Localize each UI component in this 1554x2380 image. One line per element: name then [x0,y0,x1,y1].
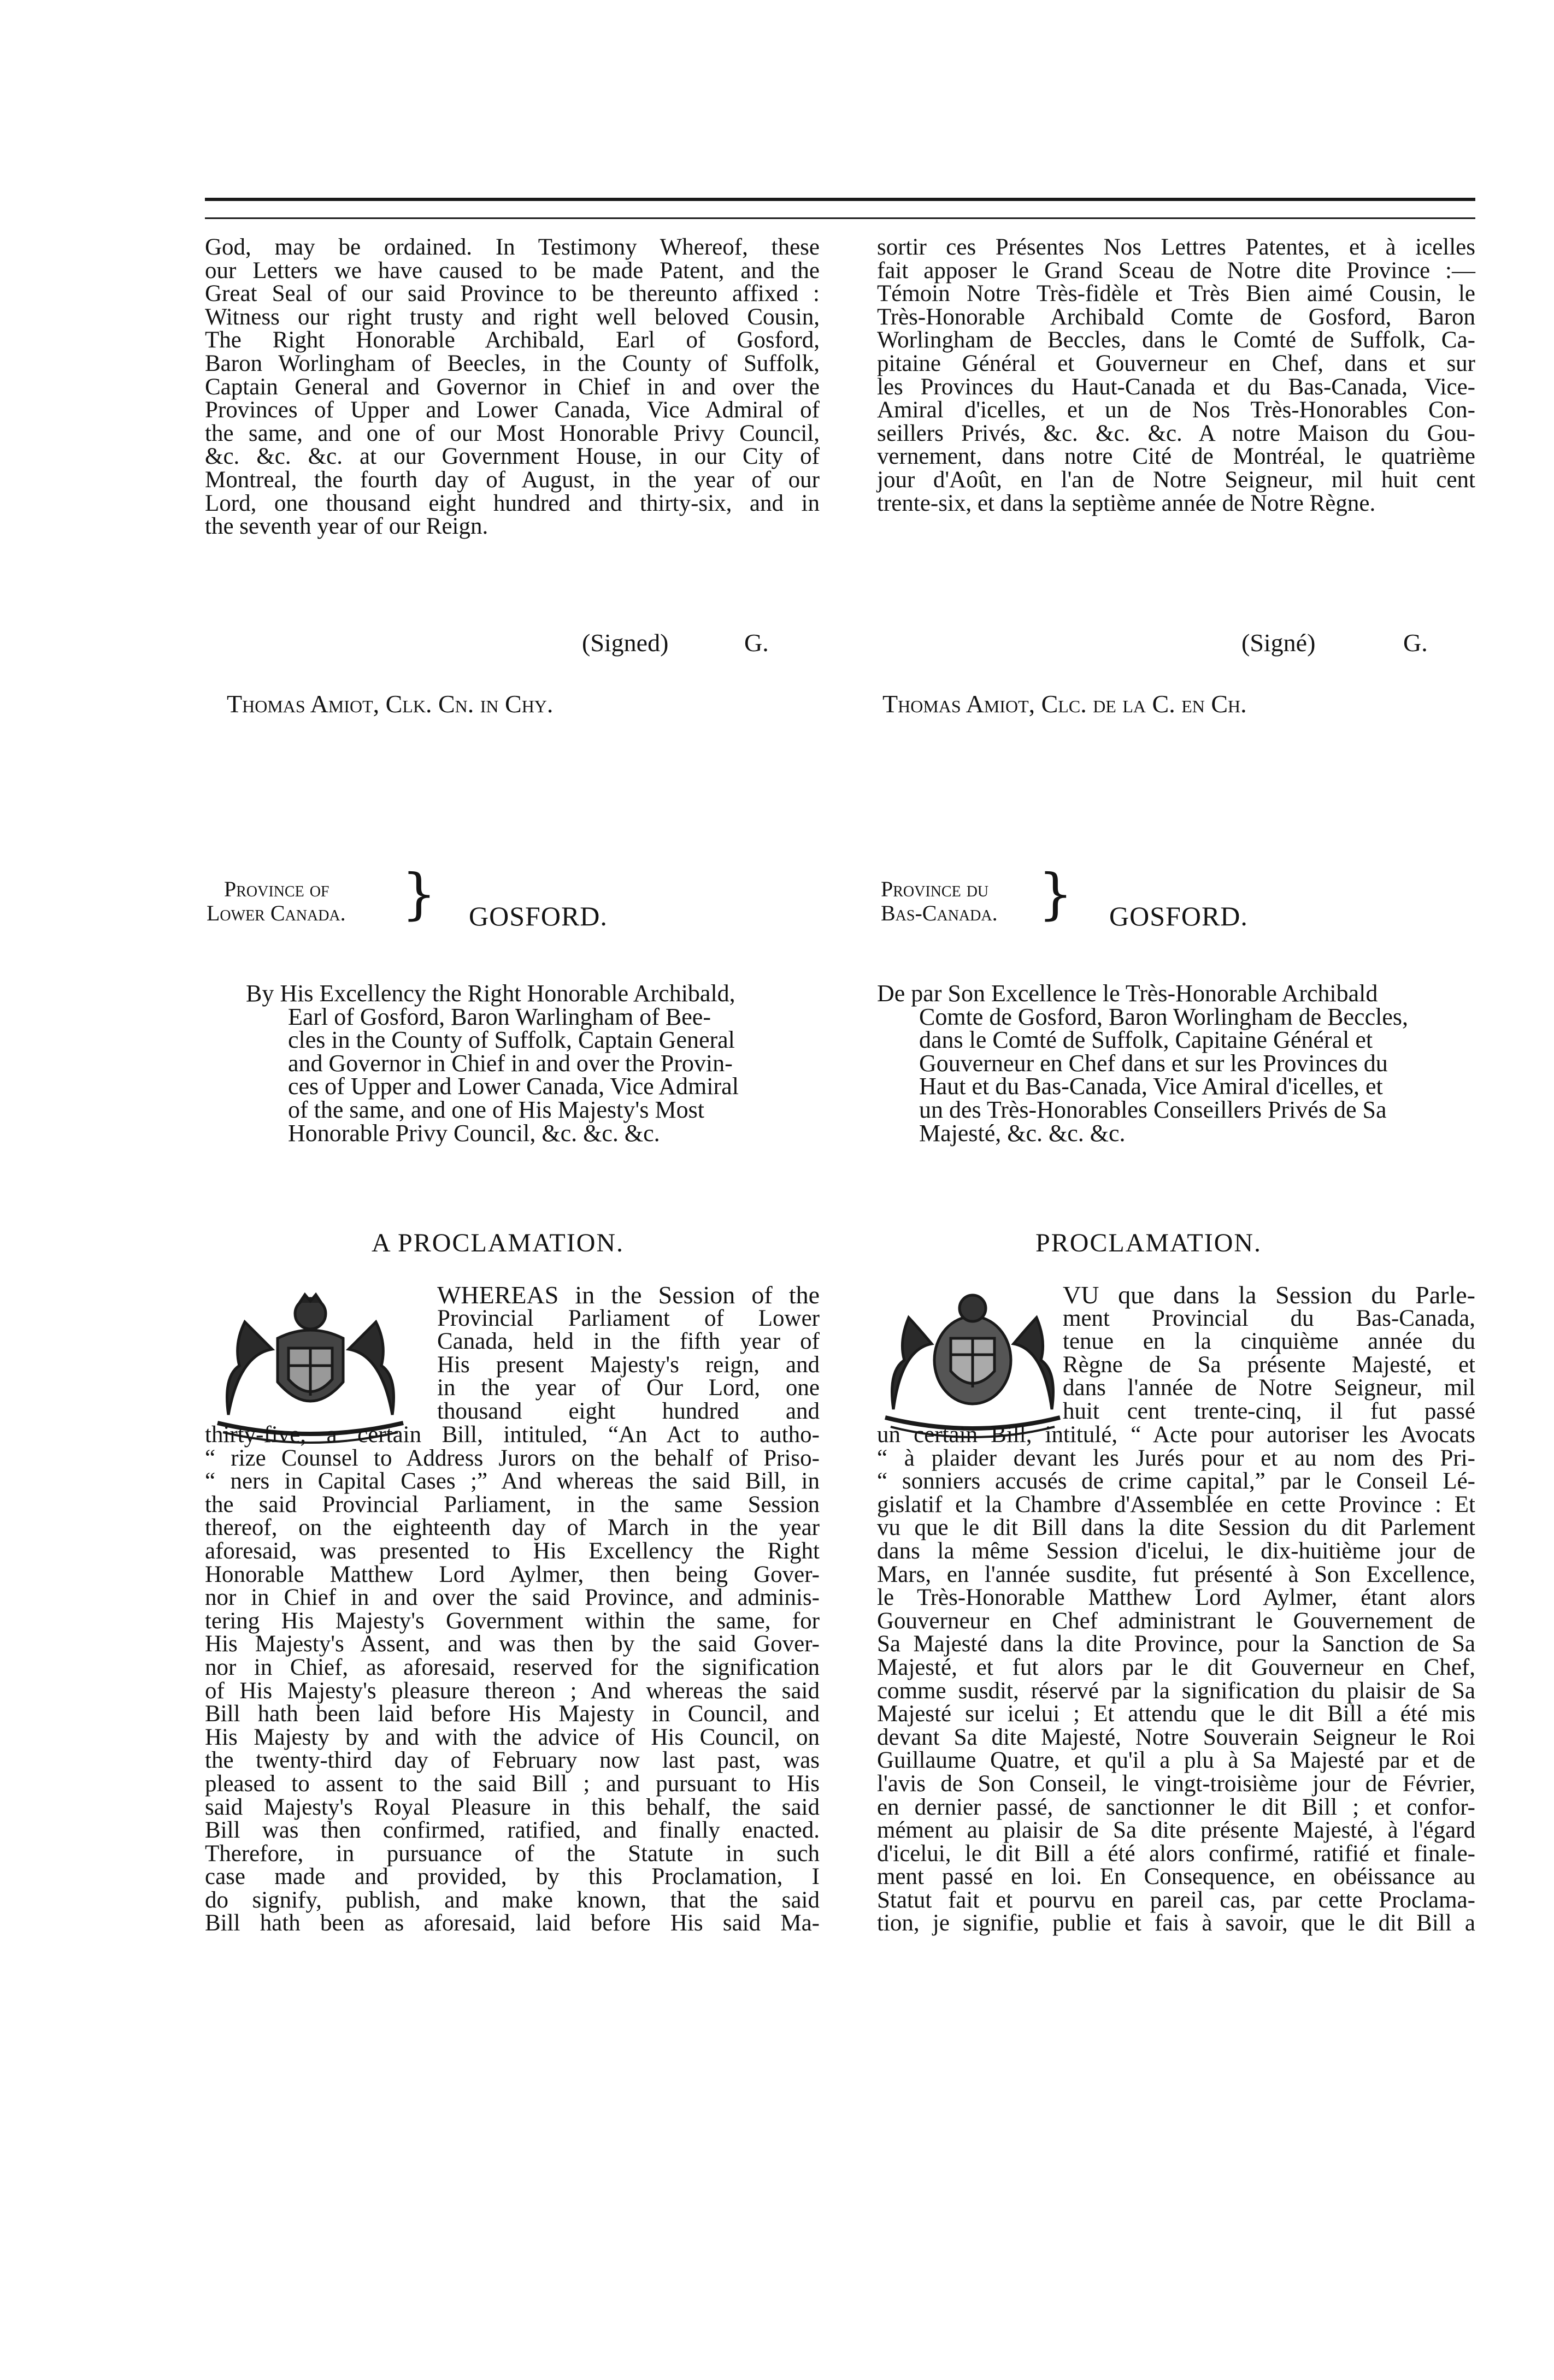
fr-body-line: “ à plaider devant les Jurés pour et au nom des Pri- [877,1445,1475,1471]
fr-body-line: Majesté, et fut alors par le dit Gouverneur en Chef, [877,1654,1475,1680]
en-intro-line: Canada, held in the fifth year of [437,1328,820,1355]
fr-body-line: en dernier passé, de sanctionner le dit Bill ; et confor- [877,1794,1475,1820]
en-body-line: said Majesty's Royal Pleasure in this behalf, the said [205,1794,820,1820]
fr-body-line: Mars, en l'année susdite, fut présenté à Son Excellence, [877,1561,1475,1587]
fr-body-line: Majesté sur icelui ; Et attendu que le dit Bill a été mis [877,1701,1475,1727]
en-opening-line: Lord, one thousand eight hundred and thirty-six, and in [205,490,820,516]
fr-excellency-block [877,982,1475,1145]
en-province-brace: } [402,862,437,926]
fr-opening-line: jour d'Août, en l'an de Notre Seigneur, mil huit cent [877,466,1475,493]
french-opening-paragraph [877,236,1475,515]
en-signed-initial: G. [744,629,769,657]
fr-opening-line: Worlingham de Beccles, dans le Comté de Suffolk, Ca- [877,327,1475,353]
en-province-label-line2: Lower Canada. [207,901,346,925]
en-body-line: His Majesty by and with the advice of His Council, on [205,1724,820,1750]
fr-opening-line: les Provinces du Haut-Canada et du Bas-Canada, Vice- [877,374,1475,400]
en-excellency-block [246,982,820,1145]
en-body-line: Honorable Matthew Lord Aylmer, then being Gover- [205,1561,820,1587]
fr-body-line: le Très-Honorable Matthew Lord Aylmer, étant alors [877,1585,1475,1611]
fr-body-line: Statut fait et pourvu en pareil cas, par cette Proclama- [877,1887,1475,1913]
fr-excellency-line: Majesté, &c. &c. &c. [919,1119,1126,1147]
fr-body-line: dans la même Session d'icelui, le dix-huitième jour de [877,1538,1475,1564]
fr-intro-line: tenue en la cinquième année du [1063,1328,1475,1355]
en-body-line: His Majesty's Assent, and was then by the said Gover- [205,1631,820,1657]
fr-province-label-line2: Bas-Canada. [881,901,998,925]
fr-excellency-line: De par Son Excellence le Très-Honorable Archibald [877,980,1378,1007]
en-intro-line: Provincial Parliament of Lower [437,1305,820,1331]
fr-opening-line: trente-six, et dans la septième année de Notre Règne. [877,490,1376,516]
en-signed-label: (Signed) [582,629,669,657]
fr-body-line: vu que le dit Bill dans la dite Session du dit Parlement [877,1515,1475,1541]
french-opening-lines [877,236,1475,515]
en-body-line: case made and provided, by this Proclamation, I [205,1864,820,1890]
fr-body-line: Gouverneur en Chef administrant le Gouvernement de [877,1608,1475,1634]
en-body-line: of His Majesty's pleasure thereon ; And whereas the said [205,1678,820,1704]
en-intro-line: His present Majesty's reign, and [437,1351,820,1378]
en-body-line: the said Provincial Parliament, in the same Session [205,1491,820,1517]
fr-signed-label: (Signé) [1241,629,1316,657]
fr-proclamation-heading: PROCLAMATION. [1035,1229,1262,1257]
en-gosford-signature: GOSFORD. [469,901,608,931]
fr-intro-line: VU que dans la Session du Parle- [1063,1281,1475,1309]
en-opening-line: the same, and one of our Most Honorable Privy Council, [205,420,820,446]
en-proclamation-intro [437,1281,820,1424]
fr-opening-line: seillers Privés, &c. &c. &c. A notre Maison du Gou- [877,420,1475,446]
en-excellency-line: of the same, and one of His Majesty's Most [288,1096,704,1123]
fr-intro-line: huit cent trente-cinq, il fut passé [1063,1398,1475,1424]
fr-body-line: Guillaume Quatre, et qu'il a plu à Sa Majesté par et de [877,1747,1475,1774]
fr-gosford-signature: GOSFORD. [1109,901,1248,931]
fr-excellency-line: un des Très-Honorables Conseillers Privés de Sa [919,1096,1387,1123]
en-body-line: nor in Chief in and over the said Province, and adminis- [205,1585,820,1611]
en-body-line: Bill hath been as aforesaid, laid before His said Ma- [205,1910,820,1936]
fr-body-line: un certain Bill, intitulé, “ Acte pour autoriser les Avocats [877,1422,1475,1448]
fr-body-line: devant Sa dite Majesté, Notre Souverain Seigneur le Roi [877,1724,1475,1750]
fr-excellency-line: Comte de Gosford, Baron Worlingham de Beccles, [919,1003,1408,1030]
en-excellency-line: By His Excellency the Right Honorable Archibald, [246,980,735,1007]
fr-body-line: ment passé en loi. En Consequence, en obéissance au [877,1864,1475,1890]
fr-body-line: l'avis de Son Conseil, le vingt-troisième jour de Février, [877,1770,1475,1797]
english-opening-paragraph [205,236,820,539]
fr-opening-line: sortir ces Présentes Nos Lettres Patentes, et à icelles [877,234,1475,260]
fr-excellency-line: Haut et du Bas-Canada, Vice Amiral d'icelles, et [919,1073,1383,1100]
en-clerk-signature: Thomas Amiot, Clk. Cn. in Chy. [227,690,554,718]
fr-opening-line: pitaine Général et Gouverneur en Chef, dans et sur [877,350,1475,376]
fr-body-line: mément au plaisir de Sa dite présente Majesté, à l'égard [877,1817,1475,1844]
en-body-line: thirty-five, a certain Bill, intituled, “An Act to autho- [205,1422,820,1448]
fr-opening-line: Amiral d'icelles, et un de Nos Très-Honorables Con- [877,397,1475,423]
en-opening-line: Provinces of Upper and Lower Canada, Vice Admiral of [205,397,820,423]
en-opening-line: Baron Worlingham of Beecles, in the County of Suffolk, [205,350,820,376]
en-opening-line: the seventh year of our Reign. [205,513,488,540]
fr-body-line: tion, je signifie, publie et fais à savoir, que le dit Bill a [877,1910,1475,1936]
fr-clerk-signature: Thomas Amiot, Clc. de la C. en Ch. [882,690,1247,718]
top-rule-thin [205,217,1475,219]
fr-body-line: d'icelui, le dit Bill a été alors confirmé, ratifié et finale- [877,1840,1475,1867]
en-excellency-line: Honorable Privy Council, &c. &c. &c. [288,1119,660,1147]
en-excellency-line: and Governor in Chief in and over the Provin- [288,1049,733,1077]
fr-body-line: gislatif et la Chambre d'Assemblée en cette Province : Et [877,1491,1475,1517]
en-opening-line: our Letters we have caused to be made Patent, and the [205,257,820,284]
en-province-label-line1: Province of [224,877,329,901]
en-body-line: the twenty-third day of February now last past, was [205,1747,820,1774]
en-body-line: aforesaid, was presented to His Excellency the Right [205,1538,820,1564]
en-opening-line: Montreal, the fourth day of August, in the year of our [205,466,820,493]
fr-proclamation-body [877,1424,1475,1935]
fr-body-line: “ sonniers accusés de crime capital,” par le Conseil Lé- [877,1468,1475,1495]
en-proclamation-body [205,1424,820,1935]
fr-intro-line: Règne de Sa présente Majesté, et [1063,1351,1475,1378]
en-body-line: pleased to assent to the said Bill ; and pursuant to His [205,1770,820,1797]
fr-intro-line: dans l'année de Notre Seigneur, mil [1063,1375,1475,1401]
en-opening-line: Witness our right trusty and right well beloved Cousin, [205,304,820,330]
en-body-line: nor in Chief, as aforesaid, reserved for the signification [205,1654,820,1680]
en-opening-line: The Right Honorable Archibald, Earl of Gosford, [205,327,820,353]
en-body-line: “ ners in Capital Cases ;” And whereas the said Bill, in [205,1468,820,1495]
fr-excellency-line: Gouverneur en Chef dans et sur les Provinces du [919,1049,1388,1077]
fr-opening-line: Témoin Notre Très-fidèle et Très Bien aimé Cousin, le [877,281,1475,307]
en-body-line: thereof, on the eighteenth day of March in the year [205,1515,820,1541]
fr-intro-line: ment Provincial du Bas-Canada, [1063,1305,1475,1331]
fr-province-brace: } [1038,862,1073,926]
fr-signed-initial: G. [1403,629,1428,657]
en-opening-line: Captain General and Governor in Chief in and over the [205,374,820,400]
fr-province-label-line1: Province du [881,877,989,901]
fr-opening-line: vernement, dans notre Cité de Montréal, le quatrième [877,444,1475,470]
en-excellency-line: ces of Upper and Lower Canada, Vice Admiral [288,1073,739,1100]
en-proclamation-heading: A PROCLAMATION. [372,1229,625,1257]
en-opening-line: Great Seal of our said Province to be thereunto affixed : [205,281,820,307]
top-rule-thick [205,198,1475,201]
en-body-line: Bill was then confirmed, ratified, and finally enacted. [205,1817,820,1844]
fr-excellency-line: dans le Comté de Suffolk, Capitaine Général et [919,1026,1373,1054]
en-opening-line: &c. &c. &c. at our Government House, in our City of [205,444,820,470]
en-excellency-line: Earl of Gosford, Baron Warlingham of Bee- [288,1003,711,1030]
en-body-line: Bill hath been laid before His Majesty in Council, and [205,1701,820,1727]
fr-opening-line: fait apposer le Grand Sceau de Notre dite Province :— [877,257,1475,284]
en-opening-line: God, may be ordained. In Testimony Whereof, these [205,234,820,260]
fr-body-line: comme susdit, réservé par la signification du plaisir de Sa [877,1678,1475,1704]
english-opening-lines [205,236,820,539]
royal-coat-of-arms-fr [877,1289,1068,1442]
en-body-line: “ rize Counsel to Address Jurors on the behalf of Priso- [205,1445,820,1471]
fr-body-line: Sa Majesté dans la dite Province, pour la Sanction de Sa [877,1631,1475,1657]
en-intro-line: in the year of Our Lord, one [437,1375,820,1401]
en-intro-line: WHEREAS in the Session of the [437,1281,820,1309]
fr-opening-line: Très-Honorable Archibald Comte de Gosford, Baron [877,304,1475,330]
en-body-line: do signify, publish, and make known, that the said [205,1887,820,1913]
en-intro-line: thousand eight hundred and [437,1398,820,1424]
en-excellency-line: cles in the County of Suffolk, Captain General [288,1026,735,1054]
fr-proclamation-intro [1063,1281,1475,1424]
en-body-line: Therefore, in pursuance of the Statute in such [205,1840,820,1867]
en-body-line: tering His Majesty's Government within the same, for [205,1608,820,1634]
